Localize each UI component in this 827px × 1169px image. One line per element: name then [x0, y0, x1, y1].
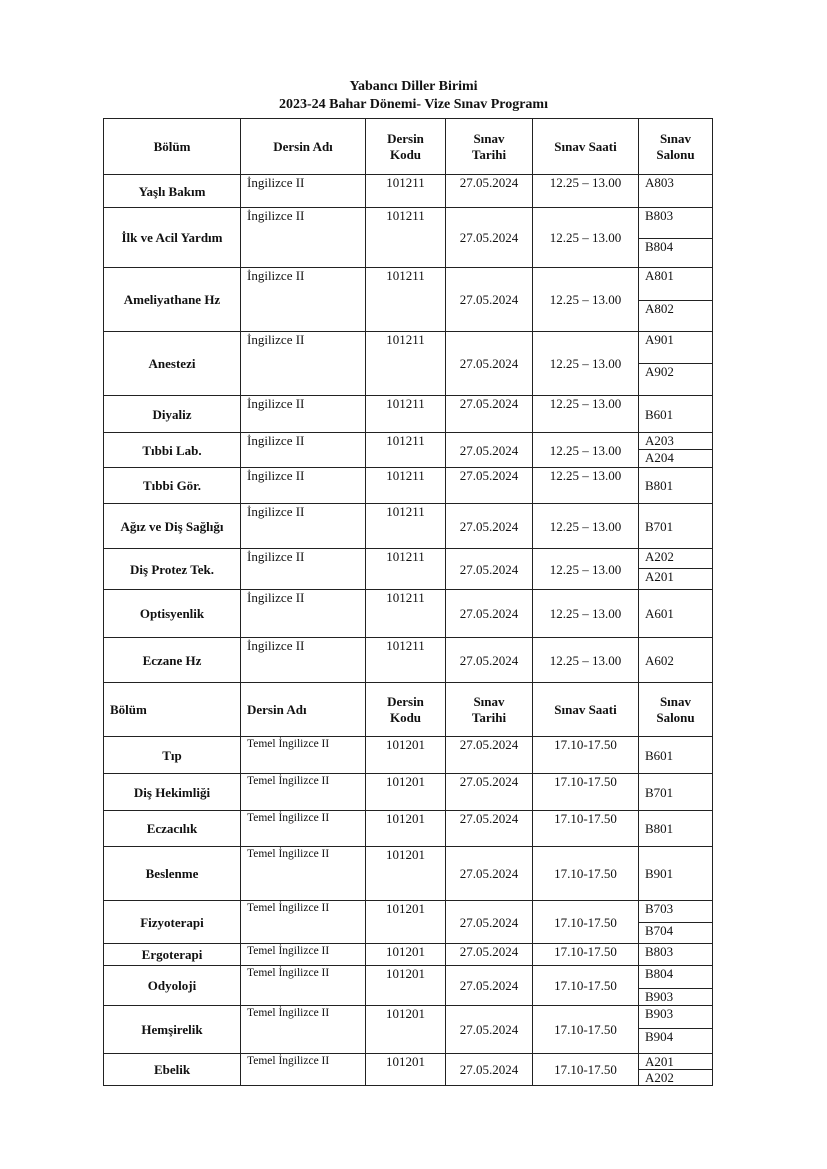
table-row — [104, 208, 713, 239]
exam-room-cell: A802 — [639, 301, 713, 332]
course-code-cell: 101211 — [366, 504, 446, 549]
exam-room-cell: A901 — [639, 332, 713, 364]
course-name-cell: Temel İngilizce II — [241, 901, 366, 944]
exam-time-cell: 17.10-17.50 — [533, 737, 639, 774]
course-name-cell: İngilizce II — [241, 175, 366, 208]
department-cell: Anestezi — [104, 332, 241, 396]
course-name-cell: İngilizce II — [241, 504, 366, 549]
table-row — [104, 549, 713, 569]
header-sinav-tarihi: Sınav Tarihi — [446, 683, 533, 737]
exam-schedule-table-container — [103, 118, 713, 1086]
course-code-cell: 101201 — [366, 1054, 446, 1086]
course-code-cell: 101211 — [366, 208, 446, 268]
department-cell: Odyoloji — [104, 966, 241, 1006]
department-cell: Ameliyathane Hz — [104, 268, 241, 332]
exam-time-cell: 12.25 – 13.00 — [533, 549, 639, 590]
exam-time-cell: 12.25 – 13.00 — [533, 396, 639, 433]
department-cell: Tıp — [104, 737, 241, 774]
exam-time-cell: 12.25 – 13.00 — [533, 268, 639, 332]
course-name-cell: İngilizce II — [241, 590, 366, 638]
department-cell: Hemşirelik — [104, 1006, 241, 1054]
course-code-cell: 101211 — [366, 590, 446, 638]
course-name-cell: Temel İngilizce II — [241, 811, 366, 847]
table-row — [104, 774, 713, 811]
course-name-cell: Temel İngilizce II — [241, 774, 366, 811]
exam-time-cell: 12.25 – 13.00 — [533, 468, 639, 504]
course-code-cell: 101211 — [366, 638, 446, 683]
exam-date-cell: 27.05.2024 — [446, 847, 533, 901]
exam-room-cell: A204 — [639, 450, 713, 468]
department-cell: Eczacılık — [104, 811, 241, 847]
exam-room-cell: B701 — [639, 774, 713, 811]
exam-room-cell: B803 — [639, 944, 713, 966]
exam-date-cell: 27.05.2024 — [446, 268, 533, 332]
exam-room-cell: B601 — [639, 737, 713, 774]
exam-room-cell: A203 — [639, 433, 713, 450]
department-cell: Yaşlı Bakım — [104, 175, 241, 208]
exam-date-cell: 27.05.2024 — [446, 638, 533, 683]
table-row — [104, 332, 713, 364]
department-cell: Tıbbi Gör. — [104, 468, 241, 504]
department-cell: Ağız ve Diş Sağlığı — [104, 504, 241, 549]
exam-date-cell: 27.05.2024 — [446, 1006, 533, 1054]
course-name-cell: İngilizce II — [241, 208, 366, 268]
exam-room-cell: A201 — [639, 569, 713, 590]
exam-date-cell: 27.05.2024 — [446, 396, 533, 433]
exam-date-cell: 27.05.2024 — [446, 737, 533, 774]
table-header-row — [104, 683, 713, 737]
department-cell: Ergoterapi — [104, 944, 241, 966]
exam-room-cell: A902 — [639, 364, 713, 396]
exam-room-cell: A803 — [639, 175, 713, 208]
table-row — [104, 811, 713, 847]
course-code-cell: 101201 — [366, 847, 446, 901]
exam-time-cell: 17.10-17.50 — [533, 1054, 639, 1086]
course-code-cell: 101211 — [366, 468, 446, 504]
exam-room-cell: A201 — [639, 1054, 713, 1070]
exam-time-cell: 12.25 – 13.00 — [533, 332, 639, 396]
department-cell: Tıbbi Lab. — [104, 433, 241, 468]
exam-date-cell: 27.05.2024 — [446, 590, 533, 638]
course-code-cell: 101201 — [366, 1006, 446, 1054]
table-row — [104, 847, 713, 901]
course-code-cell: 101211 — [366, 396, 446, 433]
table-header-row — [104, 119, 713, 175]
exam-room-cell: B903 — [639, 1006, 713, 1029]
table-row — [104, 175, 713, 208]
course-code-cell: 101211 — [366, 433, 446, 468]
course-code-cell: 101201 — [366, 811, 446, 847]
exam-time-cell: 12.25 – 13.00 — [533, 504, 639, 549]
exam-date-cell: 27.05.2024 — [446, 966, 533, 1006]
table-row — [104, 396, 713, 433]
exam-date-cell: 27.05.2024 — [446, 468, 533, 504]
exam-room-cell: A202 — [639, 549, 713, 569]
table-row — [104, 1054, 713, 1070]
document-subtitle: 2023-24 Bahar Dönemi- Vize Sınav Programı — [279, 97, 548, 112]
course-name-cell: Temel İngilizce II — [241, 847, 366, 901]
header-ders-adi: Dersin Adı — [241, 119, 366, 175]
exam-time-cell: 17.10-17.50 — [533, 944, 639, 966]
department-cell: Diş Protez Tek. — [104, 549, 241, 590]
course-code-cell: 101211 — [366, 268, 446, 332]
header-sinav-salonu: Sınav Salonu — [639, 683, 713, 737]
header-bolum: Bölüm — [104, 683, 241, 737]
department-cell: Eczane Hz — [104, 638, 241, 683]
header-sinav-tarihi: Sınav Tarihi — [446, 119, 533, 175]
course-name-cell: Temel İngilizce II — [241, 737, 366, 774]
exam-room-cell: B704 — [639, 923, 713, 944]
department-cell: Ebelik — [104, 1054, 241, 1086]
exam-date-cell: 27.05.2024 — [446, 208, 533, 268]
exam-date-cell: 27.05.2024 — [446, 175, 533, 208]
course-code-cell: 101201 — [366, 966, 446, 1006]
header-bolum: Bölüm — [104, 119, 241, 175]
table-row — [104, 944, 713, 966]
exam-date-cell: 27.05.2024 — [446, 433, 533, 468]
course-name-cell: İngilizce II — [241, 332, 366, 396]
course-name-cell: İngilizce II — [241, 396, 366, 433]
exam-time-cell: 17.10-17.50 — [533, 774, 639, 811]
course-name-cell: İngilizce II — [241, 468, 366, 504]
exam-room-cell: B803 — [639, 208, 713, 239]
exam-schedule-table — [103, 118, 713, 1086]
header-sinav-saati: Sınav Saati — [533, 683, 639, 737]
course-code-cell: 101211 — [366, 549, 446, 590]
course-name-cell: Temel İngilizce II — [241, 944, 366, 966]
exam-date-cell: 27.05.2024 — [446, 549, 533, 590]
course-code-cell: 101211 — [366, 175, 446, 208]
exam-room-cell: B801 — [639, 811, 713, 847]
department-cell: İlk ve Acil Yardım — [104, 208, 241, 268]
table-row — [104, 966, 713, 989]
header-ders-kodu: Dersin Kodu — [366, 683, 446, 737]
course-code-cell: 101201 — [366, 901, 446, 944]
exam-time-cell: 17.10-17.50 — [533, 811, 639, 847]
exam-room-cell: B903 — [639, 989, 713, 1006]
table-row — [104, 504, 713, 549]
course-code-cell: 101211 — [366, 332, 446, 396]
exam-room-cell: B804 — [639, 239, 713, 268]
exam-time-cell: 12.25 – 13.00 — [533, 175, 639, 208]
exam-time-cell: 17.10-17.50 — [533, 847, 639, 901]
exam-room-cell: B804 — [639, 966, 713, 989]
exam-room-cell: B703 — [639, 901, 713, 923]
exam-date-cell: 27.05.2024 — [446, 811, 533, 847]
course-code-cell: 101201 — [366, 774, 446, 811]
exam-time-cell: 12.25 – 13.00 — [533, 638, 639, 683]
exam-room-cell: B701 — [639, 504, 713, 549]
exam-room-cell: A202 — [639, 1070, 713, 1086]
table-row — [104, 737, 713, 774]
header-sinav-salonu: Sınav Salonu — [639, 119, 713, 175]
document-title: Yabancı Diller Birimi — [349, 79, 478, 94]
course-code-cell: 101201 — [366, 737, 446, 774]
course-name-cell: İngilizce II — [241, 433, 366, 468]
course-name-cell: Temel İngilizce II — [241, 1054, 366, 1086]
table-row — [104, 268, 713, 301]
exam-room-cell: B801 — [639, 468, 713, 504]
department-cell: Diyaliz — [104, 396, 241, 433]
department-cell: Optisyenlik — [104, 590, 241, 638]
exam-room-cell: B601 — [639, 396, 713, 433]
course-name-cell: İngilizce II — [241, 549, 366, 590]
course-name-cell: İngilizce II — [241, 268, 366, 332]
department-cell: Beslenme — [104, 847, 241, 901]
course-name-cell: Temel İngilizce II — [241, 966, 366, 1006]
header-ders-adi: Dersin Adı — [241, 683, 366, 737]
table-row — [104, 468, 713, 504]
exam-date-cell: 27.05.2024 — [446, 1054, 533, 1086]
exam-time-cell: 17.10-17.50 — [533, 966, 639, 1006]
department-cell: Diş Hekimliği — [104, 774, 241, 811]
table-row — [104, 638, 713, 683]
exam-time-cell: 12.25 – 13.00 — [533, 433, 639, 468]
exam-room-cell: A602 — [639, 638, 713, 683]
table-row — [104, 590, 713, 638]
exam-date-cell: 27.05.2024 — [446, 504, 533, 549]
course-name-cell: Temel İngilizce II — [241, 1006, 366, 1054]
exam-time-cell: 17.10-17.50 — [533, 901, 639, 944]
exam-room-cell: B901 — [639, 847, 713, 901]
table-row — [104, 901, 713, 923]
exam-date-cell: 27.05.2024 — [446, 901, 533, 944]
department-cell: Fizyoterapi — [104, 901, 241, 944]
course-code-cell: 101201 — [366, 944, 446, 966]
exam-time-cell: 12.25 – 13.00 — [533, 208, 639, 268]
exam-time-cell: 12.25 – 13.00 — [533, 590, 639, 638]
exam-room-cell: A601 — [639, 590, 713, 638]
exam-date-cell: 27.05.2024 — [446, 774, 533, 811]
exam-room-cell: A801 — [639, 268, 713, 301]
header-ders-kodu: Dersin Kodu — [366, 119, 446, 175]
course-name-cell: İngilizce II — [241, 638, 366, 683]
exam-date-cell: 27.05.2024 — [446, 332, 533, 396]
table-row — [104, 1006, 713, 1029]
exam-date-cell: 27.05.2024 — [446, 944, 533, 966]
exam-room-cell: B904 — [639, 1029, 713, 1054]
header-sinav-saati: Sınav Saati — [533, 119, 639, 175]
table-row — [104, 433, 713, 450]
exam-time-cell: 17.10-17.50 — [533, 1006, 639, 1054]
